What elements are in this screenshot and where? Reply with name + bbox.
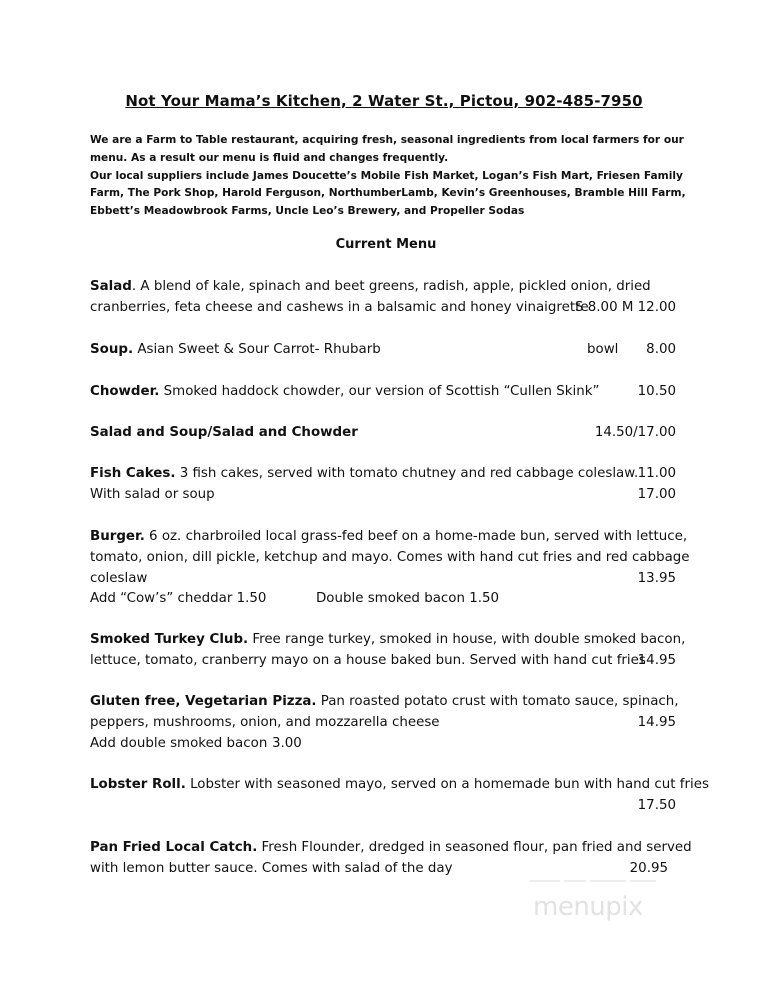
item-description: with lemon butter sauce. Comes with salad of the day: [90, 860, 453, 876]
item-price: 11.00: [637, 466, 676, 481]
item-name: Soup.: [90, 342, 134, 357]
menu-item-fish-cakes: [90, 464, 680, 506]
item-description: Lobster with seasoned mayo, served on a homemade bun with hand cut fries: [185, 777, 709, 792]
item-description: peppers, mushrooms, onion, and mozzarella cheese: [90, 714, 440, 730]
menu-item-lobster-roll: [90, 775, 709, 817]
item-addon-price: 3.00: [272, 735, 302, 751]
menu-item-chowder: [90, 382, 680, 403]
item-description: Smoked haddock chowder, our version of Scottish “Cullen Skink”: [159, 384, 600, 399]
item-description: lettuce, tomato, cranberry mayo on a house baked bun. Served with hand cut fries: [90, 652, 646, 668]
item-name: Smoked Turkey Club.: [90, 632, 249, 647]
item-addon: Double smoked bacon 1.50: [316, 591, 500, 607]
item-description: tomato, onion, dill pickle, ketchup and mayo. Comes with hand cut fries and red cabbage: [90, 549, 690, 565]
intro-line: Our local suppliers include James Doucette’s Mobile Fish Market, Logan’s Fish Mart, Friesen Family: [90, 169, 683, 182]
item-option: With salad or soup: [90, 486, 215, 502]
intro-paragraph: [90, 132, 690, 221]
item-price: 17.50: [637, 797, 676, 813]
item-price: 14.95: [637, 714, 676, 730]
intro-line: menu. As a result our menu is fluid and changes frequently.: [90, 151, 449, 164]
item-price: 20.95: [629, 860, 668, 876]
item-description: Pan roasted potato crust with tomato sauce, spinach,: [316, 694, 679, 709]
item-price: S 8.00 M 12.00: [575, 299, 676, 315]
item-name: Chowder.: [90, 384, 160, 399]
watermark-logo: menupix: [533, 892, 643, 922]
item-price: 10.50: [637, 384, 676, 399]
item-name: Salad and Soup/Salad and Chowder: [90, 425, 358, 440]
menu-item-local-catch: [90, 838, 692, 880]
item-size: bowl: [587, 342, 619, 357]
item-price: 14.95: [637, 652, 676, 668]
intro-line: Ebbett’s Meadowbrook Farms, Uncle Leo’s Brewery, and Propeller Sodas: [90, 205, 525, 218]
item-description: Fresh Flounder, dredged in seasoned flour, pan fried and served: [257, 840, 692, 855]
item-description: Asian Sweet & Sour Carrot- Rhubarb: [133, 342, 381, 357]
item-price: 14.50/17.00: [594, 425, 676, 440]
watermark-decoration: [530, 880, 670, 890]
intro-line: Farm, The Pork Shop, Harold Ferguson, NorthumberLamb, Kevin’s Greenhouses, Bramble Hill Farm,: [90, 187, 686, 200]
section-title: Current Menu: [335, 237, 437, 252]
item-description: Free range turkey, smoked in house, with double smoked bacon,: [248, 632, 686, 647]
menu-item-salad: [90, 277, 680, 319]
item-price: 8.00: [646, 342, 676, 357]
item-name: Lobster Roll.: [90, 777, 186, 792]
menu-item-soup: [90, 340, 680, 361]
item-description: . A blend of kale, spinach and beet greens, radish, apple, pickled onion, dried: [131, 279, 651, 294]
menu-item-turkey-club: [90, 630, 686, 672]
item-description: 3 fish cakes, served with tomato chutney and red cabbage coleslaw.: [175, 466, 639, 481]
item-name: Fish Cakes.: [90, 466, 176, 481]
page-title: Not Your Mama’s Kitchen, 2 Water St., Pictou, 902-485-7950: [125, 92, 643, 110]
menu-item-combo: [90, 423, 680, 444]
menu-item-burger: [90, 527, 690, 610]
item-option-price: 17.00: [637, 486, 676, 502]
menu-item-pizza: [90, 692, 680, 754]
item-addon: Add double smoked bacon: [90, 735, 268, 751]
item-name: Gluten free, Vegetarian Pizza.: [90, 694, 317, 709]
item-name: Pan Fried Local Catch.: [90, 840, 258, 855]
item-price: 13.95: [637, 570, 676, 586]
item-description: coleslaw: [90, 570, 148, 586]
item-description: 6 oz. charbroiled local grass-fed beef on a home-made bun, served with lettuce,: [144, 529, 688, 544]
item-name: Burger.: [90, 529, 145, 544]
item-name: Salad: [90, 279, 132, 294]
intro-line: We are a Farm to Table restaurant, acquiring fresh, seasonal ingredients from local farmers for our: [90, 134, 684, 146]
item-description: cranberries, feta cheese and cashews in a balsamic and honey vinaigrette: [90, 299, 589, 315]
item-addon: Add “Cow’s” cheddar 1.50: [90, 591, 267, 607]
